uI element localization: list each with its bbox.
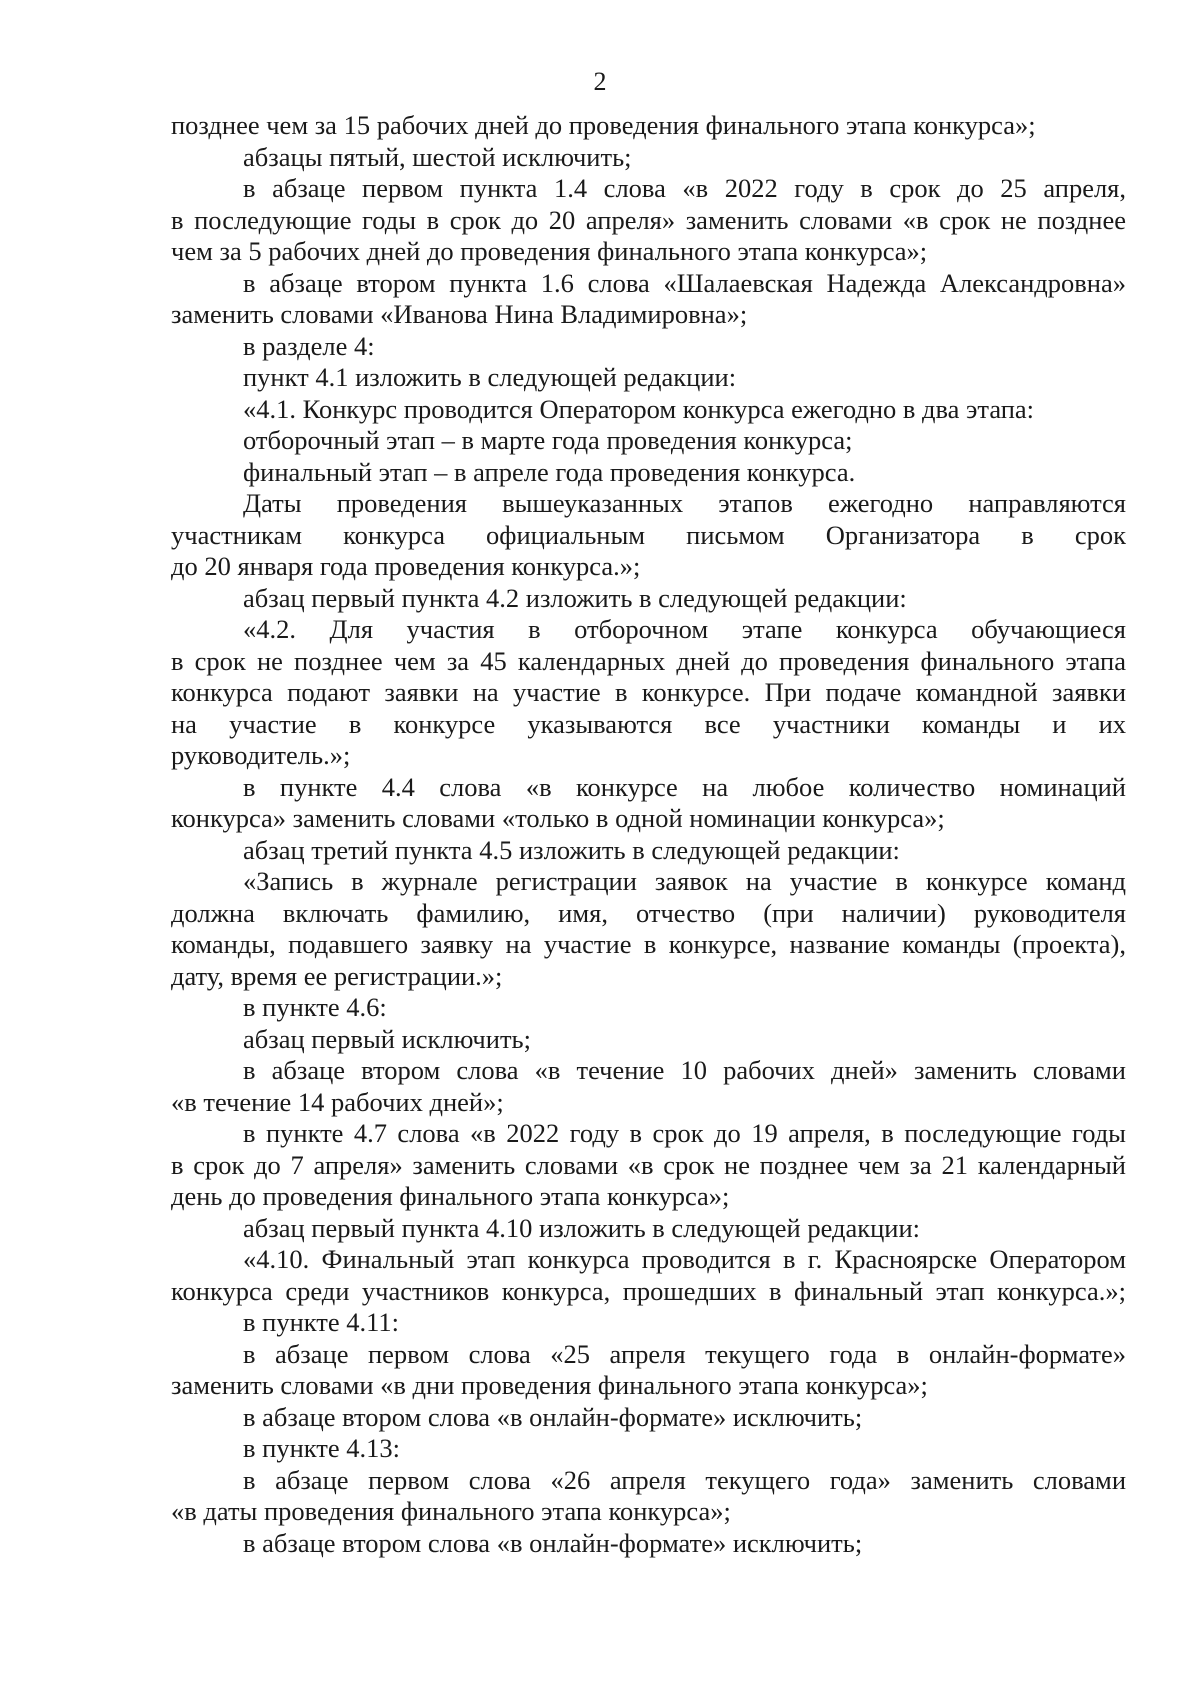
text-line: на участие в конкурсе указываются все участники команды и их [171, 708, 1126, 739]
text-line: «4.10. Финальный этап конкурса проводится в г. Красноярске Оператором [243, 1244, 1126, 1274]
text-line: «4.2. Для участия в отборочном этапе конкурса обучающиеся [243, 614, 1126, 644]
text-line: в пункте 4.7 слова «в 2022 году в срок до 19 апреля, в последующие годы [243, 1118, 1126, 1148]
text-line: абзац первый пункта 4.10 изложить в следующей редакции: [243, 1212, 921, 1243]
text-line: в абзаце первом слова «26 апреля текущего года» заменить словами [243, 1464, 1126, 1495]
page-number: 2 [593, 67, 607, 96]
text-line: чем за 5 рабочих дней до проведения финального этапа конкурса»; [171, 236, 928, 266]
text-line: в пункте 4.13: [243, 1433, 400, 1463]
text-line: «в течение 14 рабочих дней»; [171, 1086, 504, 1117]
text-line: «в даты проведения финального этапа конкурса»; [171, 1496, 731, 1526]
text-line: в абзаце первом слова «25 апреля текущего года в онлайн-формате» [243, 1338, 1126, 1369]
text-line: команды, подавшего заявку на участие в конкурсе, название команды (проекта), [171, 929, 1126, 959]
text-line: Даты проведения вышеуказанных этапов ежегодно направляются [243, 488, 1126, 518]
text-line: абзацы пятый, шестой исключить; [243, 141, 632, 172]
text-line: заменить словами «в дни проведения финального этапа конкурса»; [171, 1370, 928, 1400]
text-line: в разделе 4: [243, 330, 375, 361]
text-line: финальный этап – в апреле года проведения конкурса. [243, 456, 856, 487]
text-line: должна включать фамилию, имя, отчество (при наличии) руководителя [171, 897, 1126, 928]
text-line: руководитель.»; [171, 740, 351, 770]
text-line: в срок не позднее чем за 45 календарных дней до проведения финального этапа [171, 645, 1126, 676]
text-line: конкурса» заменить словами «только в одной номинации конкурса»; [171, 803, 945, 833]
text-line: заменить словами «Иванова Нина Владимировна»; [171, 299, 748, 329]
text-line: участникам конкурса официальным письмом Организатора в срок [171, 519, 1126, 550]
text-line: «4.1. Конкурс проводится Оператором конкурса ежегодно в два этапа: [243, 393, 1035, 424]
text-line: дату, время ее регистрации.»; [171, 960, 503, 991]
text-line: в абзаце первом пункта 1.4 слова «в 2022 году в срок до 25 апреля, [243, 173, 1126, 203]
text-line: абзац третий пункта 4.5 изложить в следующей редакции: [243, 834, 900, 865]
text-line: в пункте 4.11: [243, 1307, 399, 1337]
text-line: пункт 4.1 изложить в следующей редакции: [243, 362, 737, 392]
text-line: отборочный этап – в марте года проведения конкурса; [243, 425, 853, 455]
text-line: в пункте 4.6: [243, 992, 387, 1022]
text-line: конкурса подают заявки на участие в конкурсе. При подаче командной заявки [171, 677, 1126, 707]
text-line: день до проведения финального этапа конкурса»; [171, 1181, 730, 1211]
text-line: в абзаце втором пункта 1.6 слова «Шалаевская Надежда Александровна» [243, 267, 1126, 298]
text-line: в абзаце втором слова «в онлайн-формате» исключить; [243, 1527, 863, 1558]
text-line: «Запись в журнале регистрации заявок на участие в конкурсе команд [243, 866, 1126, 896]
text-line: в абзаце втором слова «в онлайн-формате» исключить; [243, 1401, 863, 1432]
text-line: в абзаце втором слова «в течение 10 рабочих дней» заменить словами [243, 1055, 1126, 1085]
text-line: до 20 января года проведения конкурса.»; [171, 551, 641, 581]
text-line: в последующие годы в срок до 20 апреля» заменить словами «в срок не позднее [171, 204, 1126, 235]
text-line: абзац первый исключить; [243, 1023, 531, 1054]
text-line: абзац первый пункта 4.2 изложить в следующей редакции: [243, 582, 907, 613]
document-body [171, 110, 1126, 1559]
text-line: позднее чем за 15 рабочих дней до проведения финального этапа конкурса»; [171, 110, 1036, 140]
text-line: в срок до 7 апреля» заменить словами «в срок не позднее чем за 21 календарный [171, 1149, 1126, 1180]
text-line: в пункте 4.4 слова «в конкурсе на любое количество номинаций [243, 771, 1126, 802]
text-line: конкурса среди участников конкурса, прошедших в финальный этап конкурса.»; [171, 1275, 1126, 1306]
